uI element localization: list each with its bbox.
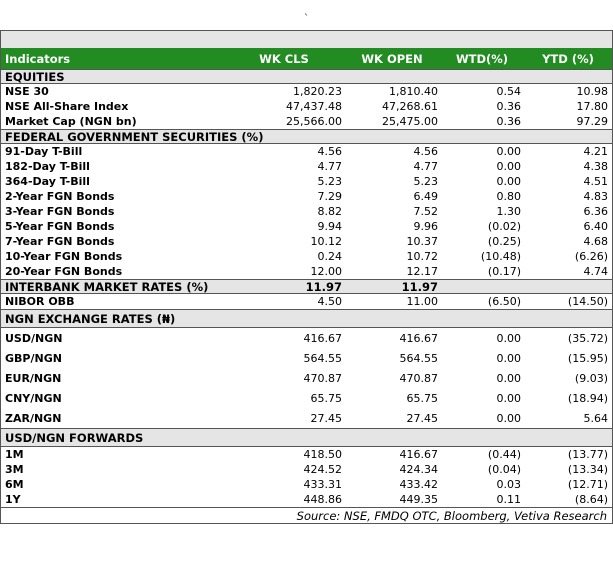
row-ytd: 10.98 xyxy=(576,85,608,98)
row-ytd: (13.34) xyxy=(567,463,608,476)
table-row xyxy=(1,348,612,368)
table-row xyxy=(1,447,612,462)
row-wk-open: 470.87 xyxy=(399,371,438,385)
row-wtd: 0.00 xyxy=(496,331,521,345)
row-wtd: 0.00 xyxy=(496,411,521,425)
section-title: NGN EXCHANGE RATES (₦) xyxy=(5,311,176,326)
row-wk-cls: 27.45 xyxy=(310,411,342,425)
table-row xyxy=(1,477,612,492)
row-wk-open: 4.77 xyxy=(413,160,438,173)
row-ytd: 6.40 xyxy=(583,220,608,233)
row-ytd: 4.74 xyxy=(583,265,608,278)
header-ytd: YTD (%) xyxy=(542,51,594,66)
row-wk-open: 65.75 xyxy=(406,391,438,405)
row-wk-open: 7.52 xyxy=(413,205,438,218)
row-wk-open: 12.17 xyxy=(406,265,438,278)
row-ytd: (15.95) xyxy=(567,351,608,365)
table-row xyxy=(1,388,612,408)
row-label: 10-Year FGN Bonds xyxy=(5,250,123,263)
row-ytd: (8.64) xyxy=(574,493,608,506)
row-wk-open: 4.56 xyxy=(413,145,438,158)
forwards-rows xyxy=(1,447,612,507)
row-wtd: 0.03 xyxy=(496,478,521,491)
table-row xyxy=(1,408,612,428)
row-wtd: 0.11 xyxy=(496,493,521,506)
row-label: NIBOR OBB xyxy=(5,295,75,308)
row-label: CNY/NGN xyxy=(5,391,62,405)
row-wk-cls: 0.24 xyxy=(317,250,342,263)
section-interbank xyxy=(1,279,612,294)
row-wtd: 0.00 xyxy=(496,175,521,188)
row-wtd: 0.00 xyxy=(496,391,521,405)
row-label: 1Y xyxy=(5,493,21,506)
row-wk-open: 47,268.61 xyxy=(382,100,438,113)
row-wk-cls: 416.67 xyxy=(303,331,342,345)
interbank-wk-open: 11.97 xyxy=(401,279,438,294)
row-label: 20-Year FGN Bonds xyxy=(5,265,123,278)
row-wtd: (0.04) xyxy=(487,463,521,476)
row-ytd: 4.83 xyxy=(583,190,608,203)
row-ytd: 97.29 xyxy=(576,115,608,128)
blank-header-band xyxy=(1,30,612,48)
row-wtd: 0.54 xyxy=(496,85,521,98)
table-row xyxy=(1,174,612,189)
row-wk-open: 424.34 xyxy=(399,463,438,476)
table-row xyxy=(1,328,612,348)
row-wk-cls: 47,437.48 xyxy=(286,100,342,113)
row-wk-cls: 7.29 xyxy=(317,190,342,203)
row-wtd: 1.30 xyxy=(496,205,521,218)
row-label: NSE 30 xyxy=(5,85,49,98)
equities-rows xyxy=(1,84,612,129)
row-label: GBP/NGN xyxy=(5,351,62,365)
row-ytd: (18.94) xyxy=(567,391,608,405)
row-label: 91-Day T-Bill xyxy=(5,145,83,158)
row-label: 182-Day T-Bill xyxy=(5,160,90,173)
row-wtd: 0.36 xyxy=(496,100,521,113)
row-ytd: (12.71) xyxy=(567,478,608,491)
row-wtd: 0.00 xyxy=(496,351,521,365)
row-wk-cls: 12.00 xyxy=(310,265,342,278)
row-wk-cls: 4.77 xyxy=(317,160,342,173)
row-wk-open: 27.45 xyxy=(406,411,438,425)
row-ytd: (13.77) xyxy=(567,448,608,461)
table-row xyxy=(1,204,612,219)
table-row xyxy=(1,99,612,114)
table-row xyxy=(1,249,612,264)
row-wk-cls: 448.86 xyxy=(303,493,342,506)
row-wk-cls: 470.87 xyxy=(303,371,342,385)
row-wk-open: 449.35 xyxy=(399,493,438,506)
section-exchange-rates xyxy=(1,309,612,328)
table-row xyxy=(1,462,612,477)
row-wtd: 0.36 xyxy=(496,115,521,128)
row-wtd: (10.48) xyxy=(480,250,521,263)
row-wtd: (0.25) xyxy=(487,235,521,248)
header-wtd: WTD(%) xyxy=(455,51,509,66)
fx-rows xyxy=(1,328,612,428)
section-title: USD/NGN FORWARDS xyxy=(5,430,144,445)
row-label: NSE All-Share Index xyxy=(5,100,129,113)
row-wk-open: 433.42 xyxy=(399,478,438,491)
section-title: EQUITIES xyxy=(5,69,65,84)
row-wk-open: 1,810.40 xyxy=(389,85,438,98)
section-forwards xyxy=(1,428,612,447)
row-wk-open: 564.55 xyxy=(399,351,438,365)
row-ytd: (14.50) xyxy=(567,295,608,308)
source-note: Source: NSE, FMDQ OTC, Bloomberg, Vetiva Research xyxy=(1,507,612,524)
row-wk-open: 5.23 xyxy=(413,175,438,188)
row-wk-open: 416.67 xyxy=(399,331,438,345)
row-wk-cls: 9.94 xyxy=(317,220,342,233)
row-label: 1M xyxy=(5,448,24,461)
row-ytd: 4.21 xyxy=(583,145,608,158)
row-label: 5-Year FGN Bonds xyxy=(5,220,115,233)
row-ytd: (9.03) xyxy=(574,371,608,385)
header-wk-open: WK OPEN xyxy=(361,51,423,66)
section-equities xyxy=(1,69,612,84)
row-wk-cls: 4.50 xyxy=(317,295,342,308)
row-label: 3-Year FGN Bonds xyxy=(5,205,115,218)
row-wtd: (0.17) xyxy=(487,265,521,278)
table-row xyxy=(1,368,612,388)
section-title: FEDERAL GOVERNMENT SECURITIES (%) xyxy=(5,129,264,144)
row-label: USD/NGN xyxy=(5,331,63,345)
table-row xyxy=(1,264,612,279)
row-wtd: (0.02) xyxy=(487,220,521,233)
row-wtd: 0.80 xyxy=(496,190,521,203)
row-wtd: 0.00 xyxy=(496,371,521,385)
row-wk-cls: 424.52 xyxy=(303,463,342,476)
table-header xyxy=(1,48,612,69)
top-mark: ` xyxy=(303,12,310,25)
row-wtd: (0.44) xyxy=(487,448,521,461)
row-wk-cls: 65.75 xyxy=(310,391,342,405)
row-wk-cls: 25,566.00 xyxy=(286,115,342,128)
row-wk-cls: 433.31 xyxy=(303,478,342,491)
row-label: 2-Year FGN Bonds xyxy=(5,190,115,203)
row-wk-cls: 10.12 xyxy=(310,235,342,248)
row-wtd: (6.50) xyxy=(487,295,521,308)
table-row xyxy=(1,144,612,159)
row-wk-cls: 4.56 xyxy=(317,145,342,158)
interbank-wk-cls: 11.97 xyxy=(305,279,342,294)
row-wk-open: 11.00 xyxy=(406,295,438,308)
row-wk-cls: 564.55 xyxy=(303,351,342,365)
row-wk-cls: 8.82 xyxy=(317,205,342,218)
market-indicators-table xyxy=(0,30,613,524)
header-indicators: Indicators xyxy=(5,51,71,66)
row-wk-open: 6.49 xyxy=(413,190,438,203)
row-label: 7-Year FGN Bonds xyxy=(5,235,115,248)
table-row xyxy=(1,219,612,234)
row-wk-open: 416.67 xyxy=(399,448,438,461)
row-wk-open: 10.37 xyxy=(406,235,438,248)
row-label: 6M xyxy=(5,478,24,491)
section-fgn-securities xyxy=(1,129,612,144)
row-ytd: (35.72) xyxy=(567,331,608,345)
row-label: 3M xyxy=(5,463,24,476)
row-label: EUR/NGN xyxy=(5,371,62,385)
row-ytd: 4.38 xyxy=(583,160,608,173)
row-wk-cls: 418.50 xyxy=(303,448,342,461)
row-wk-open: 10.72 xyxy=(406,250,438,263)
row-label: 364-Day T-Bill xyxy=(5,175,90,188)
row-label: Market Cap (NGN bn) xyxy=(5,115,137,128)
table-row xyxy=(1,114,612,129)
table-row xyxy=(1,84,612,99)
row-wtd: 0.00 xyxy=(496,160,521,173)
table-row xyxy=(1,159,612,174)
row-ytd: 6.36 xyxy=(583,205,608,218)
row-ytd: 4.51 xyxy=(583,175,608,188)
row-wk-cls: 1,820.23 xyxy=(293,85,342,98)
row-label: ZAR/NGN xyxy=(5,411,62,425)
row-ytd: (6.26) xyxy=(574,250,608,263)
row-ytd: 5.64 xyxy=(583,411,608,425)
table-row xyxy=(1,189,612,204)
section-title: INTERBANK MARKET RATES (%) xyxy=(5,279,209,294)
header-wk-cls: WK CLS xyxy=(259,51,309,66)
row-wk-cls: 5.23 xyxy=(317,175,342,188)
table-row xyxy=(1,492,612,507)
table-row xyxy=(1,294,612,309)
fgn-rows xyxy=(1,144,612,279)
row-wk-open: 25,475.00 xyxy=(382,115,438,128)
row-ytd: 4.68 xyxy=(583,235,608,248)
row-ytd: 17.80 xyxy=(576,100,608,113)
row-wk-open: 9.96 xyxy=(413,220,438,233)
row-wtd: 0.00 xyxy=(496,145,521,158)
table-row xyxy=(1,234,612,249)
